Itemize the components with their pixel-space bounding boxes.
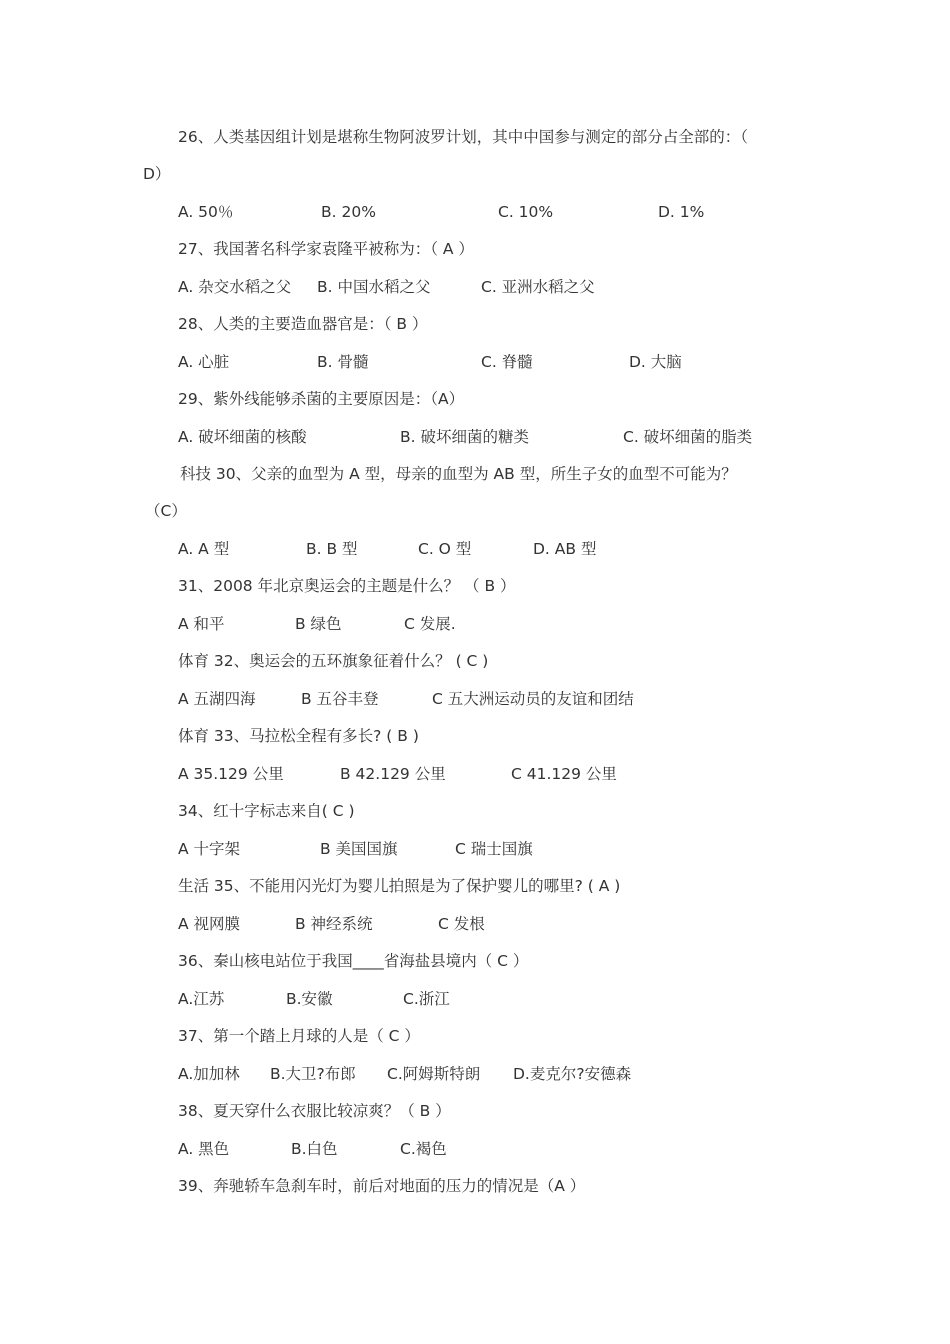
option-a: A 35.129 公里 xyxy=(178,765,284,783)
question-text: 体育 33、马拉松全程有多长? ( B ) xyxy=(178,727,419,745)
option-a: A. 破坏细菌的核酸 xyxy=(178,428,307,446)
question-text: 37、第一个踏上月球的人是（ C ） xyxy=(178,1027,420,1045)
option-a: A 和平 xyxy=(178,615,225,633)
option-c: C.阿姆斯特朗 xyxy=(387,1065,481,1083)
question-text: 36、秦山核电站位于我国____省海盐县境内（ C ） xyxy=(178,952,529,970)
option-c: C. O 型 xyxy=(418,540,472,558)
option-c: C 41.129 公里 xyxy=(511,765,617,783)
option-b: B.安徽 xyxy=(286,990,333,1008)
option-c: C 发展. xyxy=(404,615,456,633)
option-a: A.加加林 xyxy=(178,1065,240,1083)
question-text: 38、夏天穿什么衣服比较凉爽？（ B ） xyxy=(178,1102,451,1120)
question-36 xyxy=(178,951,528,971)
option-c: C 发根 xyxy=(438,915,485,933)
option-a: A 视网膜 xyxy=(178,915,241,933)
options-31 xyxy=(178,614,778,634)
question-text: D） xyxy=(143,165,171,183)
question-30 xyxy=(180,464,737,484)
option-b: B 绿色 xyxy=(295,615,342,633)
option-a: A. 50％ xyxy=(178,203,234,221)
options-27 xyxy=(178,277,778,297)
options-29 xyxy=(178,427,798,447)
options-37 xyxy=(178,1064,798,1084)
question-32 xyxy=(178,651,488,671)
question-34 xyxy=(178,801,355,821)
options-35 xyxy=(178,914,778,934)
question-text: 29、紫外线能够杀菌的主要原因是：（A） xyxy=(178,390,465,408)
question-text: 27、我国著名科学家袁隆平被称为：（ A ） xyxy=(178,240,474,258)
option-a: A. 黑色 xyxy=(178,1140,230,1158)
question-text: 生活 35、不能用闪光灯为婴儿拍照是为了保护婴儿的哪里? ( A ) xyxy=(178,877,621,895)
question-33 xyxy=(178,726,419,746)
question-27 xyxy=(178,239,474,259)
option-c: C 五大洲运动员的友谊和团结 xyxy=(432,690,634,708)
question-text: 26、人类基因组计划是堪称生物阿波罗计划，其中中国参与测定的部分占全部的：（ xyxy=(178,128,748,146)
option-d: D. 1% xyxy=(658,203,705,221)
question-31 xyxy=(178,576,516,596)
options-26 xyxy=(178,202,778,222)
question-39 xyxy=(178,1176,585,1196)
option-a: A 十字架 xyxy=(178,840,241,858)
option-b: B 42.129 公里 xyxy=(340,765,446,783)
question-text: 科技 30、父亲的血型为 A 型，母亲的血型为 AB 型，所生子女的血型不可能为？ xyxy=(180,465,737,483)
option-b: B. 20% xyxy=(321,203,376,221)
option-b: B.白色 xyxy=(291,1140,338,1158)
question-text: 39、奔驰轿车急刹车时，前后对地面的压力的情况是（A ） xyxy=(178,1177,586,1195)
options-28 xyxy=(178,352,778,372)
question-text: （C） xyxy=(145,502,187,520)
option-a: A. 杂交水稻之父 xyxy=(178,278,292,296)
question-26 xyxy=(178,127,748,147)
question-38 xyxy=(178,1101,451,1121)
option-d: D. 大脑 xyxy=(629,353,682,371)
question-29 xyxy=(178,389,464,409)
option-a: A.江苏 xyxy=(178,990,225,1008)
options-32 xyxy=(178,689,798,709)
option-b: B. 骨髓 xyxy=(317,353,369,371)
option-b: B 神经系统 xyxy=(295,915,373,933)
option-b: B 五谷丰登 xyxy=(301,690,379,708)
options-30 xyxy=(178,539,778,559)
option-c: C 瑞士国旗 xyxy=(455,840,533,858)
question-text: 31、2008 年北京奥运会的主题是什么？ （ B ） xyxy=(178,577,516,595)
options-36 xyxy=(178,989,778,1009)
option-c: C. 破坏细菌的脂类 xyxy=(623,428,753,446)
question-26-continuation xyxy=(143,164,170,184)
option-c: C. 亚洲水稻之父 xyxy=(481,278,595,296)
option-b: B.大卫?布郎 xyxy=(270,1065,356,1083)
question-28 xyxy=(178,314,427,334)
option-b: B 美国国旗 xyxy=(320,840,398,858)
option-c: C. 脊髓 xyxy=(481,353,533,371)
option-a: A. A 型 xyxy=(178,540,230,558)
option-c: C. 10% xyxy=(498,203,554,221)
option-b: B. 中国水稻之父 xyxy=(317,278,431,296)
option-c: C.浙江 xyxy=(403,990,450,1008)
options-34 xyxy=(178,839,778,859)
question-text: 28、人类的主要造血器官是：（ B ） xyxy=(178,315,428,333)
option-b: B. B 型 xyxy=(306,540,358,558)
option-a: A 五湖四海 xyxy=(178,690,256,708)
question-text: 34、红十字标志来自( C ) xyxy=(178,802,355,820)
question-30-continuation xyxy=(145,501,187,521)
question-text: 体育 32、奥运会的五环旗象征着什么？ ( C ) xyxy=(178,652,489,670)
option-c: C.褐色 xyxy=(400,1140,447,1158)
question-37 xyxy=(178,1026,420,1046)
option-d: D. AB 型 xyxy=(533,540,597,558)
question-35 xyxy=(178,876,620,896)
options-38 xyxy=(178,1139,778,1159)
option-b: B. 破坏细菌的糖类 xyxy=(400,428,529,446)
option-d: D.麦克尔?安德森 xyxy=(513,1065,632,1083)
option-a: A. 心脏 xyxy=(178,353,230,371)
options-33 xyxy=(178,764,778,784)
